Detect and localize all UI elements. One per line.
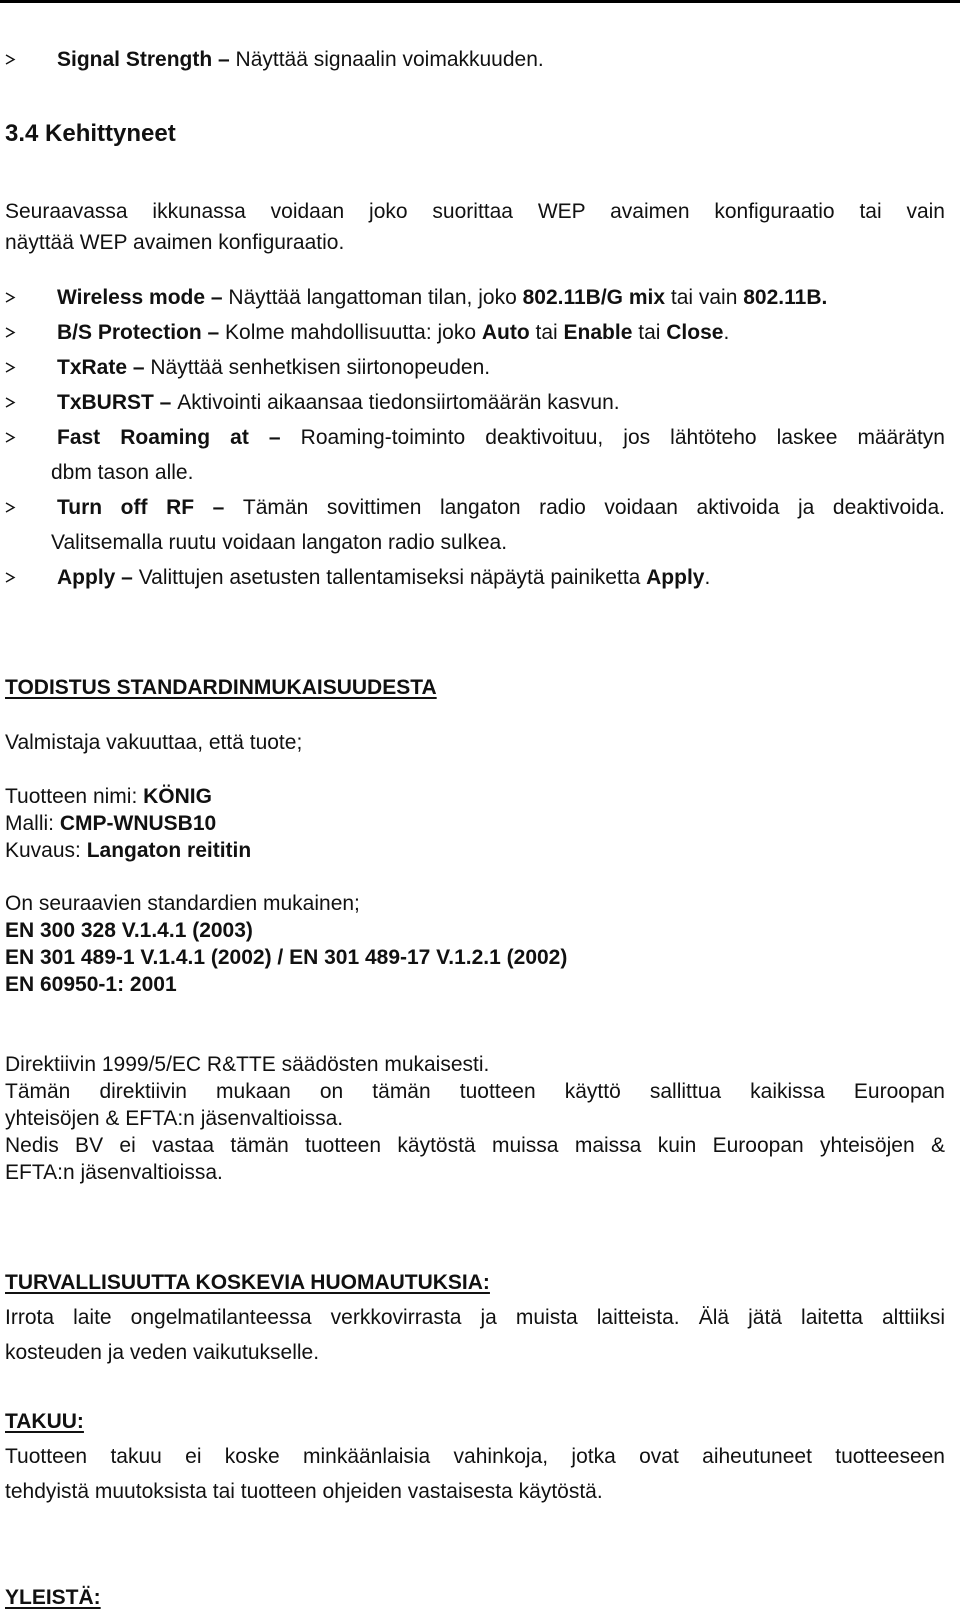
term: Apply [57,566,116,589]
description: Näyttää senhetkisen siirtonopeuden. [150,356,491,379]
value: Enable [563,321,633,344]
top-border [0,0,960,3]
description: Näyttää signaalin voimakkuuden. [235,48,544,71]
arrow-bullet-icon [5,319,21,346]
warranty-heading: TAKUU: [5,1410,84,1433]
warranty-line-1: Tuotteen takuu ei koske minkäänlaisia vahinkoja, jotka ovat aiheutuneet tuotteeseen [5,1445,945,1468]
standard-item: EN 60950-1: 2001 [5,973,177,996]
standard-item: EN 301 489-1 V.1.4.1 (2002) / EN 301 489-17 V.1.2.1 (2002) [5,946,568,969]
intro-line-1: Seuraavassa ikkunassa voidaan joko suorittaa WEP avaimen konfiguraatio tai vain [5,200,945,223]
description: Roaming-toiminto deaktivoituu, jos lähtöteho laskee määrätyn [300,426,945,449]
term: Turn off RF [57,496,195,519]
description: Näyttää langattoman tilan, joko [228,286,523,309]
dash: – [153,391,178,414]
value: 802.11B. [743,286,828,309]
use-line-1: Tämän direktiivin mukaan on tämän tuotteen käyttö sallittua kaikissa Euroopan [5,1080,945,1103]
model-value: CMP-WNUSB10 [59,812,217,835]
description: tai [632,321,667,344]
standard-item: EN 300 328 V.1.4.1 (2003) [5,919,253,942]
term: Signal Strength [57,48,213,71]
directive-line: Direktiivin 1999/5/EC R&TTE säädösten mukaisesti. [5,1053,490,1076]
arrow-bullet-icon [5,389,21,416]
description: . [723,321,730,344]
liability-line-2: EFTA:n jäsenvaltioissa. [5,1161,223,1184]
description-line [5,837,251,864]
dash: – [212,48,236,71]
dash: – [127,356,151,379]
liability-line-1: Nedis BV ei vastaa tämän tuotteen käytöstä muissa maissa kuin Euroopan yhteisöjen & [5,1134,945,1157]
section-heading: 3.4 Kehittyneet [5,120,176,147]
value: Auto [481,321,530,344]
term: TxBURST [57,391,154,414]
general-heading: YLEISTÄ: [5,1586,101,1609]
arrow-bullet-icon [5,494,21,521]
intro-line-2: näyttää WEP avaimen konfiguraatio. [5,231,345,254]
description: Tämän sovittimen langaton radio voidaan aktivoida ja deaktivoida. [242,496,945,519]
term: TxRate [57,356,128,379]
description-label: Kuvaus: [5,839,87,862]
description-value: Langaton reititin [86,839,252,862]
dash: – [194,496,243,519]
description: Kolme mahdollisuutta: joko [225,321,482,344]
dash: – [205,286,229,309]
product-value: KÖNIG [143,785,212,808]
description: Valittujen asetusten tallentamiseksi näpäytä painiketta [138,566,647,589]
model-label: Malli: [5,812,60,835]
arrow-bullet-icon [5,46,21,73]
arrow-bullet-icon [5,564,21,591]
term: Wireless mode [57,286,206,309]
arrow-bullet-icon [5,354,21,381]
declaration-heading: TODISTUS STANDARDINMUKAISUUDESTA [5,676,437,699]
safety-line-2: kosteuden ja veden vaikutukselle. [5,1341,320,1364]
description: tai vain [665,286,744,309]
safety-line-1: Irrota laite ongelmatilanteessa verkkovirrasta ja muista laitteista. Älä jätä laitetta alttiiksi [5,1306,945,1329]
safety-heading: TURVALLISUUTTA KOSKEVIA HUOMAUTUKSIA: [5,1271,490,1294]
term: B/S Protection [57,321,202,344]
value: 802.11B/G mix [522,286,666,309]
product-label: Tuotteen nimi: [5,785,144,808]
product-name-line [5,783,212,810]
arrow-bullet-icon [5,284,21,311]
description: tai [529,321,564,344]
use-line-2: yhteisöjen & EFTA:n jäsenvaltioissa. [5,1107,344,1130]
dash: – [115,566,139,589]
arrow-bullet-icon [5,424,21,451]
description: Aktivointi aikaansaa tiedonsiirtomäärän kasvun. [177,391,620,414]
turn-off-rf-continuation: Valitsemalla ruutu voidaan langaton radio sulkea. [51,531,508,554]
value: Apply [646,566,705,589]
dash: – [201,321,226,344]
term: Fast Roaming at [57,426,249,449]
standards-intro: On seuraavien standardien mukainen; [5,892,360,915]
value: Close [666,321,724,344]
description: . [704,566,711,589]
dash: – [248,426,301,449]
fast-roaming-continuation: dbm tason alle. [51,461,194,484]
model-line [5,810,216,837]
warranty-line-2: tehdyistä muutoksista tai tuotteen ohjeiden vastaisesta käytöstä. [5,1480,603,1503]
declaration-intro: Valmistaja vakuuttaa, että tuote; [5,731,303,754]
